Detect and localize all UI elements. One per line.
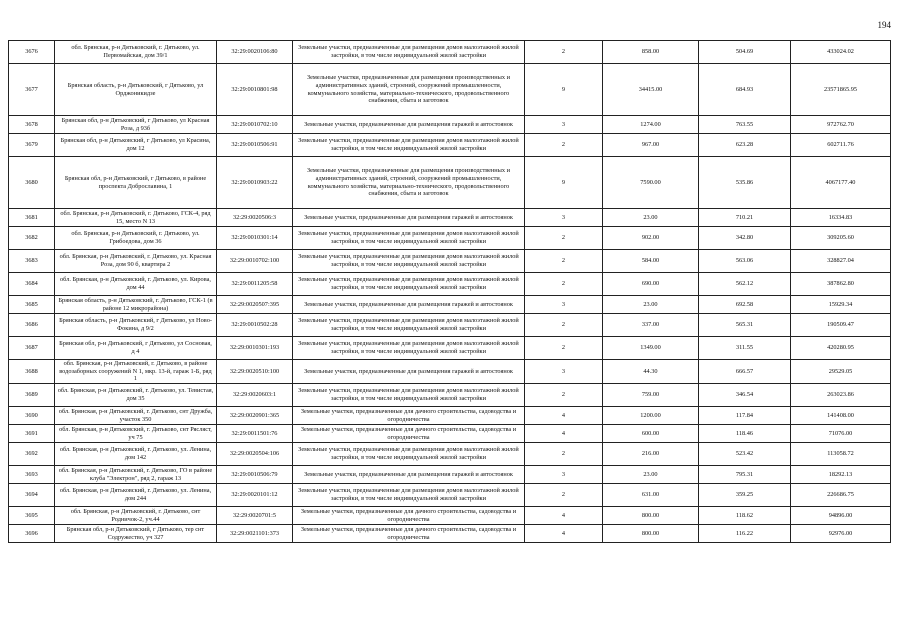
cadastral-number-cell: 32:29:0021101:373 [217, 525, 293, 543]
land-use-cell: Земельные участки, предназначенные для размещения гаражей и автостоянок [293, 296, 525, 314]
unit-value-cell: 795.31 [699, 466, 791, 484]
cadastral-value-cell: 92976.00 [791, 525, 891, 543]
land-use-cell: Земельные участки, предназначенные для дачного строительства, садоводства и огородничества [293, 425, 525, 443]
unit-value-cell: 710.21 [699, 209, 791, 227]
address-cell: Брянская область, р-н Дятьковский, г. Дятьково, ГСК-1 (в районе 12 микрорайона) [55, 296, 217, 314]
group-cell: 2 [525, 384, 603, 407]
cadastral-value-cell: 15929.34 [791, 296, 891, 314]
cadastral-value-cell: 4067177.40 [791, 157, 891, 209]
table-row [9, 273, 891, 296]
table-row [9, 134, 891, 157]
area-cell: 967.00 [603, 134, 699, 157]
cadastral-number-cell: 32:29:0010801:98 [217, 64, 293, 116]
table-row [9, 157, 891, 209]
area-cell: 1200.00 [603, 407, 699, 425]
address-cell: обл. Брянская, р-н Дятьковский, г. Дятьково, ул. Первомайская, дом 39/1 [55, 41, 217, 64]
cadastral-number-cell: 32:29:0020701:5 [217, 507, 293, 525]
land-cadastral-table [8, 40, 891, 543]
land-use-cell: Земельные участки, предназначенные для размещения домов малоэтажной жилой застройки, в том числе индивидуальной жилой застройки [293, 273, 525, 296]
cadastral-number-cell: 32:29:0010301:193 [217, 337, 293, 360]
address-cell: обл. Брянская, р-н Дятьковский, г. Дятьково, в районе водозаборных сооружений N 1, мкр. 13-й, гараж 1-Б, ряд 1 [55, 360, 217, 384]
group-cell: 4 [525, 407, 603, 425]
area-cell: 800.00 [603, 525, 699, 543]
row-number: 3695 [9, 507, 55, 525]
cadastral-number-cell: 32:29:0020603:1 [217, 384, 293, 407]
cadastral-value-cell: 29529.05 [791, 360, 891, 384]
row-number: 3691 [9, 425, 55, 443]
cadastral-value-cell: 263023.86 [791, 384, 891, 407]
area-cell: 337.00 [603, 314, 699, 337]
table-body [9, 41, 891, 543]
cadastral-value-cell: 972762.70 [791, 116, 891, 134]
group-cell: 3 [525, 116, 603, 134]
group-cell: 2 [525, 41, 603, 64]
area-cell: 631.00 [603, 484, 699, 507]
table-row [9, 507, 891, 525]
land-use-cell: Земельные участки, предназначенные для дачного строительства, садоводства и огородничества [293, 407, 525, 425]
table-row [9, 64, 891, 116]
table-row [9, 314, 891, 337]
row-number: 3696 [9, 525, 55, 543]
cadastral-value-cell: 16334.83 [791, 209, 891, 227]
unit-value-cell: 523.42 [699, 443, 791, 466]
unit-value-cell: 692.58 [699, 296, 791, 314]
land-use-cell: Земельные участки, предназначенные для размещения домов малоэтажной жилой застройки, в том числе индивидуальной жилой застройки [293, 314, 525, 337]
row-number: 3685 [9, 296, 55, 314]
unit-value-cell: 346.54 [699, 384, 791, 407]
address-cell: обл. Брянская, р-н Дятьковский, г. Дятьково, ул. Красная Роза, дом 90 б, квартира 2 [55, 250, 217, 273]
address-cell: обл. Брянская, р-н Дятьковский, г. Дятьково, снт Рясляст, уч 75 [55, 425, 217, 443]
cadastral-value-cell: 141408.00 [791, 407, 891, 425]
row-number: 3681 [9, 209, 55, 227]
row-number: 3692 [9, 443, 55, 466]
cadastral-value-cell: 309205.60 [791, 227, 891, 250]
group-cell: 3 [525, 466, 603, 484]
area-cell: 858.00 [603, 41, 699, 64]
table-row [9, 337, 891, 360]
table-row [9, 209, 891, 227]
land-use-cell: Земельные участки, предназначенные для размещения домов малоэтажной жилой застройки, в том числе индивидуальной жилой застройки [293, 41, 525, 64]
land-use-cell: Земельные участки, предназначенные для размещения домов малоэтажной жилой застройки, в том числе индивидуальной жилой застройки [293, 384, 525, 407]
cadastral-value-cell: 18292.13 [791, 466, 891, 484]
cadastral-number-cell: 32:29:0010301:14 [217, 227, 293, 250]
cadastral-value-cell: 190509.47 [791, 314, 891, 337]
address-cell: Брянская обл, р-н Дятьковский, г Дятьково, ул Красина, дом 12 [55, 134, 217, 157]
land-use-cell: Земельные участки, предназначенные для размещения гаражей и автостоянок [293, 360, 525, 384]
area-cell: 34415.00 [603, 64, 699, 116]
land-use-cell: Земельные участки, предназначенные для размещения домов малоэтажной жилой застройки, в том числе индивидуальной жилой застройки [293, 134, 525, 157]
cadastral-value-cell: 113058.72 [791, 443, 891, 466]
cadastral-number-cell: 32:29:0020504:106 [217, 443, 293, 466]
unit-value-cell: 684.93 [699, 64, 791, 116]
land-use-cell: Земельные участки, предназначенные для дачного строительства, садоводства и огородничества [293, 525, 525, 543]
unit-value-cell: 504.69 [699, 41, 791, 64]
address-cell: обл. Брянская, р-н Дятьковский, г. Дятьково, ул. Грибоедова, дом 36 [55, 227, 217, 250]
unit-value-cell: 563.06 [699, 250, 791, 273]
cadastral-value-cell: 226686.75 [791, 484, 891, 507]
land-use-cell: Земельные участки, предназначенные для размещения гаражей и автостоянок [293, 209, 525, 227]
address-cell: Брянская обл, р-н Дятьковский, г Дятьково, тер снт Содружество, уч 327 [55, 525, 217, 543]
cadastral-number-cell: 32:29:0020101:12 [217, 484, 293, 507]
group-cell: 9 [525, 64, 603, 116]
group-cell: 2 [525, 250, 603, 273]
land-use-cell: Земельные участки, предназначенные для размещения домов малоэтажной жилой застройки, в том числе индивидуальной жилой застройки [293, 484, 525, 507]
address-cell: обл. Брянская, р-н Дятьковский, г. Дятьково, ул. Ленина, дом 244 [55, 484, 217, 507]
cadastral-value-cell: 420280.95 [791, 337, 891, 360]
group-cell: 2 [525, 314, 603, 337]
row-number: 3676 [9, 41, 55, 64]
group-cell: 3 [525, 296, 603, 314]
land-use-cell: Земельные участки, предназначенные для размещения домов малоэтажной жилой застройки, в том числе индивидуальной жилой застройки [293, 443, 525, 466]
cadastral-number-cell: 32:29:0020106:80 [217, 41, 293, 64]
cadastral-value-cell: 602711.76 [791, 134, 891, 157]
table-row [9, 227, 891, 250]
area-cell: 902.00 [603, 227, 699, 250]
address-cell: Брянская обл, р-н Дятьковский, г Дятьково, в районе проспекта Доброславина, 1 [55, 157, 217, 209]
cadastral-number-cell: 32:29:0010502:28 [217, 314, 293, 337]
land-use-cell: Земельные участки, предназначенные для размещения домов малоэтажной жилой застройки, в том числе индивидуальной жилой застройки [293, 250, 525, 273]
row-number: 3684 [9, 273, 55, 296]
unit-value-cell: 535.86 [699, 157, 791, 209]
cadastral-value-cell: 94896.00 [791, 507, 891, 525]
area-cell: 584.00 [603, 250, 699, 273]
cadastral-number-cell: 32:29:0020506:3 [217, 209, 293, 227]
unit-value-cell: 117.84 [699, 407, 791, 425]
row-number: 3690 [9, 407, 55, 425]
table-row [9, 296, 891, 314]
address-cell: Брянская область, р-н Дятьковский, г Дятьково, ул Ново-Фокина, д 9/2 [55, 314, 217, 337]
cadastral-number-cell: 32:29:0020510:100 [217, 360, 293, 384]
land-use-cell: Земельные участки, предназначенные для размещения гаражей и автостоянок [293, 466, 525, 484]
cadastral-number-cell: 32:29:0010702:10 [217, 116, 293, 134]
group-cell: 2 [525, 484, 603, 507]
cadastral-value-cell: 23571865.95 [791, 64, 891, 116]
address-cell: обл. Брянская, р-н Дятьковский, г. Дятьково, ГСК-4, ряд 15, место N 13 [55, 209, 217, 227]
group-cell: 2 [525, 134, 603, 157]
unit-value-cell: 666.57 [699, 360, 791, 384]
group-cell: 9 [525, 157, 603, 209]
area-cell: 800.00 [603, 507, 699, 525]
address-cell: обл. Брянская, р-н Дятьковский, г. Дятьково, снт Родничок-2, уч.44 [55, 507, 217, 525]
row-number: 3679 [9, 134, 55, 157]
row-number: 3693 [9, 466, 55, 484]
table-row [9, 360, 891, 384]
group-cell: 2 [525, 273, 603, 296]
cadastral-number-cell: 32:29:0010506:79 [217, 466, 293, 484]
table-row [9, 384, 891, 407]
row-number: 3686 [9, 314, 55, 337]
table-row [9, 466, 891, 484]
table-row [9, 425, 891, 443]
unit-value-cell: 359.25 [699, 484, 791, 507]
table-row [9, 250, 891, 273]
row-number: 3688 [9, 360, 55, 384]
cadastral-value-cell: 387862.80 [791, 273, 891, 296]
row-number: 3682 [9, 227, 55, 250]
land-use-cell: Земельные участки, предназначенные для размещения домов малоэтажной жилой застройки, в том числе индивидуальной жилой застройки [293, 227, 525, 250]
address-cell: Брянская область, р-н Дятьковский, г Дятьково, ул Орджоникидзе [55, 64, 217, 116]
address-cell: обл. Брянская, р-н Дятьковский, г. Дятьково, ГО в районе клуба "Электрон", ряд 2, гараж 13 [55, 466, 217, 484]
area-cell: 7590.00 [603, 157, 699, 209]
row-number: 3689 [9, 384, 55, 407]
group-cell: 4 [525, 525, 603, 543]
group-cell: 3 [525, 209, 603, 227]
page-number: 194 [877, 20, 891, 30]
cadastral-number-cell: 32:29:0011205:58 [217, 273, 293, 296]
table-row [9, 41, 891, 64]
unit-value-cell: 118.62 [699, 507, 791, 525]
table-row [9, 484, 891, 507]
group-cell: 4 [525, 507, 603, 525]
address-cell: Брянская обл, р-н Дятьковский, г Дятьково, ул Красная Роза, д 93б [55, 116, 217, 134]
group-cell: 2 [525, 443, 603, 466]
unit-value-cell: 562.12 [699, 273, 791, 296]
area-cell: 23.00 [603, 209, 699, 227]
row-number: 3678 [9, 116, 55, 134]
land-use-cell: Земельные участки, предназначенные для дачного строительства, садоводства и огородничества [293, 507, 525, 525]
area-cell: 1274.00 [603, 116, 699, 134]
unit-value-cell: 118.46 [699, 425, 791, 443]
address-cell: обл. Брянская, р-н Дятьковский, г. Дятьково, ул. Кирова, дом 44 [55, 273, 217, 296]
land-use-cell: Земельные участки, предназначенные для размещения гаражей и автостоянок [293, 116, 525, 134]
table-row [9, 443, 891, 466]
group-cell: 3 [525, 360, 603, 384]
cadastral-value-cell: 71076.00 [791, 425, 891, 443]
cadastral-number-cell: 32:29:0020507:395 [217, 296, 293, 314]
address-cell: Брянская обл, р-н Дятьковский, г Дятьково, ул Сосновая, д 4 [55, 337, 217, 360]
cadastral-value-cell: 328827.04 [791, 250, 891, 273]
group-cell: 2 [525, 337, 603, 360]
cadastral-number-cell: 32:29:0011501:76 [217, 425, 293, 443]
cadastral-number-cell: 32:29:0010903:22 [217, 157, 293, 209]
land-use-cell: Земельные участки, предназначенные для размещения домов малоэтажной жилой застройки, в том числе индивидуальной жилой застройки [293, 337, 525, 360]
group-cell: 4 [525, 425, 603, 443]
row-number: 3687 [9, 337, 55, 360]
area-cell: 44.30 [603, 360, 699, 384]
table-row [9, 407, 891, 425]
cadastral-value-cell: 433024.02 [791, 41, 891, 64]
area-cell: 759.00 [603, 384, 699, 407]
address-cell: обл. Брянская, р-н Дятьковский, г. Дятьково, ул. Тевистая, дом 35 [55, 384, 217, 407]
address-cell: обл. Брянская, р-н Дятьковский, г. Дятьково, ул. Ленина, дом 142 [55, 443, 217, 466]
cadastral-number-cell: 32:29:0010506:91 [217, 134, 293, 157]
row-number: 3694 [9, 484, 55, 507]
unit-value-cell: 342.80 [699, 227, 791, 250]
area-cell: 600.00 [603, 425, 699, 443]
unit-value-cell: 565.31 [699, 314, 791, 337]
cadastral-number-cell: 32:29:0010702:100 [217, 250, 293, 273]
unit-value-cell: 311.55 [699, 337, 791, 360]
unit-value-cell: 623.28 [699, 134, 791, 157]
unit-value-cell: 763.55 [699, 116, 791, 134]
area-cell: 690.00 [603, 273, 699, 296]
area-cell: 1349.00 [603, 337, 699, 360]
row-number: 3677 [9, 64, 55, 116]
area-cell: 23.00 [603, 466, 699, 484]
address-cell: обл. Брянская, р-н Дятьковский, г. Дятьково, снт Дружба, участок 350 [55, 407, 217, 425]
area-cell: 23.00 [603, 296, 699, 314]
row-number: 3683 [9, 250, 55, 273]
table-row [9, 116, 891, 134]
table-row [9, 525, 891, 543]
land-use-cell: Земельные участки, предназначенные для размещения производственных и административных зданий, строений, сооружений промышленности, коммунального хозяйства, материально-технического, продовольственного снабжения, сбыта и заготовок [293, 64, 525, 116]
row-number: 3680 [9, 157, 55, 209]
land-use-cell: Земельные участки, предназначенные для размещения производственных и административных зданий, строений, сооружений промышленности, коммунального хозяйства, материально-технического, продовольственного снабжения, сбыта и заготовок [293, 157, 525, 209]
area-cell: 216.00 [603, 443, 699, 466]
cadastral-number-cell: 32:29:0020901:365 [217, 407, 293, 425]
group-cell: 2 [525, 227, 603, 250]
unit-value-cell: 116.22 [699, 525, 791, 543]
